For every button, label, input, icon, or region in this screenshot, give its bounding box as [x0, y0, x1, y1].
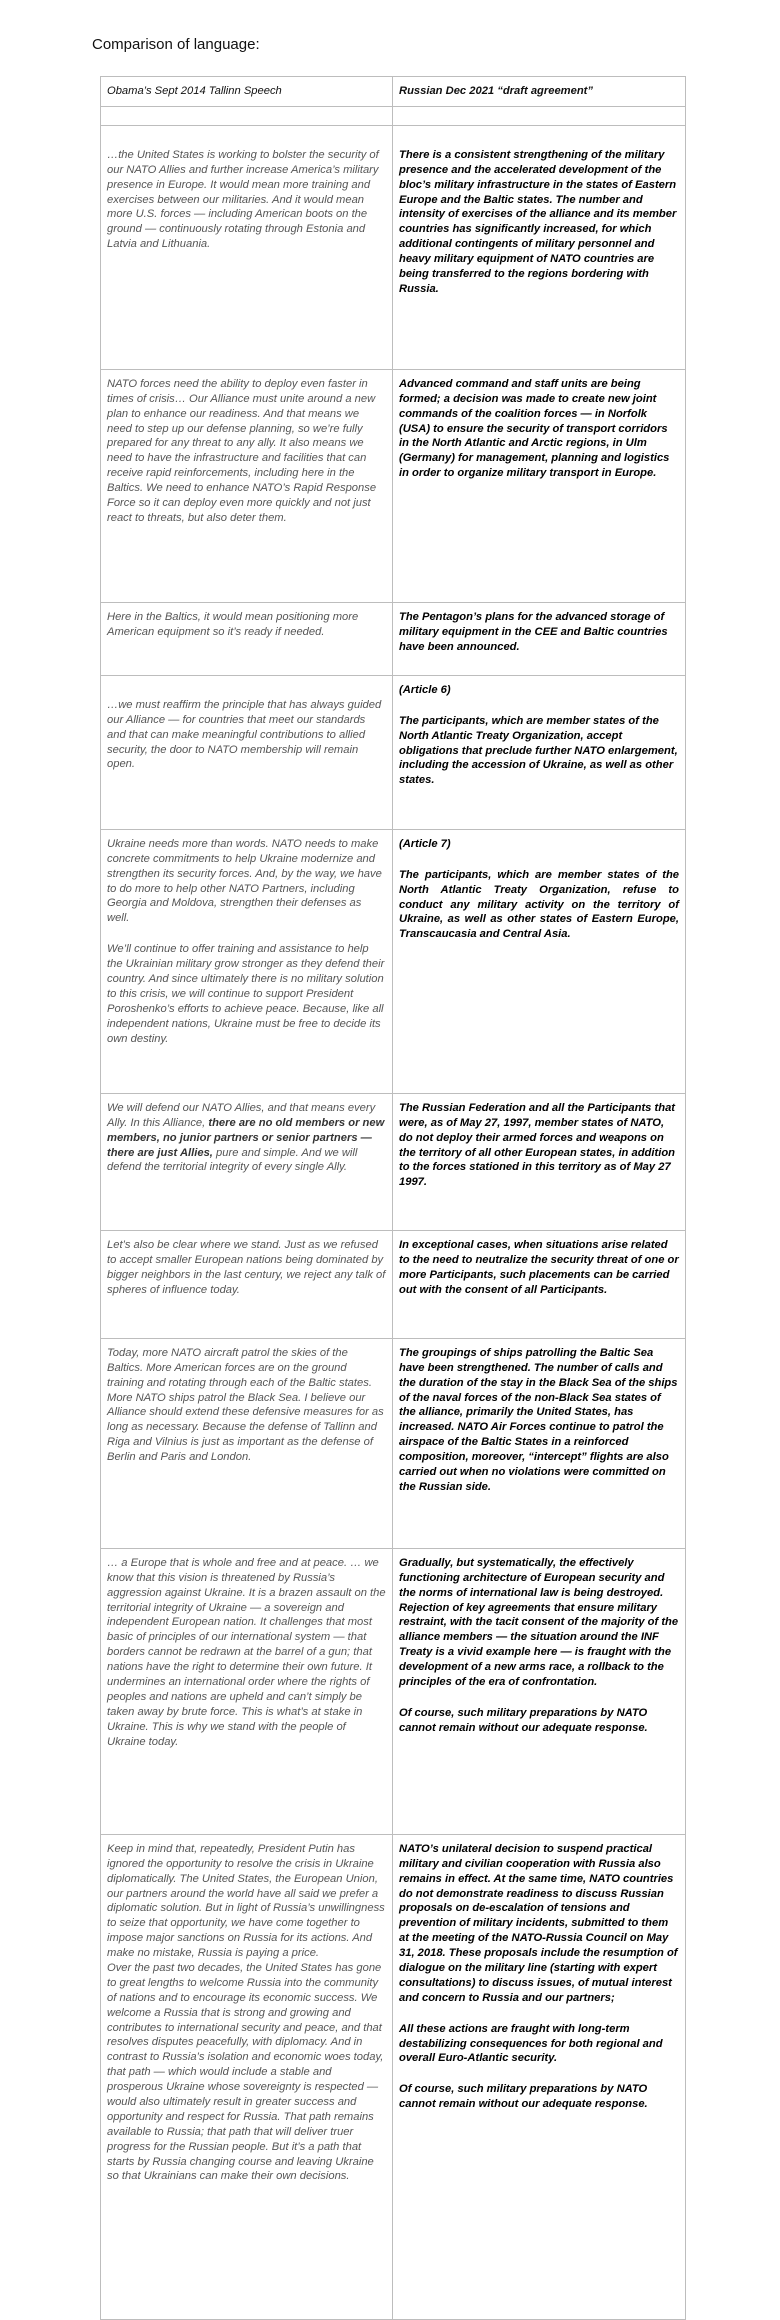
- obama-quote-cell: [101, 369, 393, 602]
- article-label: (Article 6): [399, 683, 451, 696]
- russian-draft-cell: [393, 1230, 686, 1338]
- left-column-header: Obama’s Sept 2014 Tallinn Speech: [101, 77, 393, 107]
- russian-draft-text: The groupings of ships patrolling the Baltic Sea have been strengthened. The number of calls and the duration of the stay in the Black Sea of the ships of the naval forces of the non-Black Sea states of the alliance, primarily the United States, has increased. NATO Air Forces continue to patrol the airspace of the Baltic States in a reinforced composition, moreover, “intercept” flights are also carried out when no violations were committed on the Russian side.: [399, 1346, 678, 1493]
- russian-draft-cell: [393, 675, 686, 829]
- russian-draft-text: NATO’s unilateral decision to suspend practical military and civilian cooperation with Russia also remains in effect. At the same time, NATO countries do not demonstrate readiness to discuss Russian proposals on de-escalation of tensions and prevention of military incidents, submitted to them at the meeting of the NATO-Russia Council on May 31, 2018. These proposals include the resumption of dialogue on the military line (starting with expert consultations) to discuss issues, of mutual interest and concern to Russia and our partners;: [399, 1842, 678, 2004]
- obama-quote: Let’s also be clear where we stand. Just as we refused to accept smaller European nations being dominated by bigger neighbors in the last century, we reject any talk of spheres of influence today.: [107, 1238, 386, 1296]
- russian-draft-cell: [393, 369, 686, 602]
- page-title: Comparison of language:: [92, 36, 260, 53]
- obama-quote: Here in the Baltics, it would mean positioning more American equipment so it’s ready if needed.: [107, 610, 359, 638]
- obama-quote-cell: [101, 1093, 393, 1230]
- obama-quote: Ukraine needs more than words. NATO needs to make concrete commitments to help Ukraine modernize and strengthen its security forces. And, by the way, we have to do more to help other NATO Partners, including Georgia and Moldova, strengthen their defenses as well.: [107, 837, 382, 925]
- empty-cell: [101, 106, 393, 125]
- quote-emphasis: there are no old members or new members, no junior partners or senior partners — there are just Allies,: [107, 1116, 385, 1159]
- obama-quote-cell: [101, 602, 393, 675]
- russian-draft-cell: [393, 602, 686, 675]
- obama-quote-cell: [101, 1834, 393, 2319]
- obama-quote: Today, more NATO aircraft patrol the skies of the Baltics. More American forces are on the ground training and rotating through each of the Baltic states. More NATO ships patrol the Black Sea. I believe our Alliance should extend these defensive measures for as long as necessary. Because the defense of Tallinn and Riga and Vilnius is just as important as the defense of Berlin and Paris and London.: [107, 1346, 384, 1464]
- table-row: [101, 1548, 686, 1834]
- russian-draft-text: All these actions are fraught with long-term destabilizing consequences for both regional and overall Euro-Atlantic security.: [399, 2022, 663, 2065]
- russian-draft-cell: [393, 1834, 686, 2319]
- right-column-header: Russian Dec 2021 “draft agreement”: [393, 77, 686, 107]
- russian-draft-text: Advanced command and staff units are being formed; a decision was made to create new joint commands of the coalition forces — in Norfolk (USA) to ensure the security of transport corridors in the North Atlantic and Arctic regions, in Ulm (Germany) for management, planning and logistics in order to organize military transport in Europe.: [399, 377, 670, 480]
- russian-draft-cell: [393, 829, 686, 1093]
- table-row: [101, 1230, 686, 1338]
- empty-cell: [393, 106, 686, 125]
- quote-text: pure and simple. And we will defend the territorial integrity of every single Ally.: [107, 1146, 358, 1174]
- obama-quote-cell: [101, 829, 393, 1093]
- table-row: [101, 1834, 686, 2319]
- table-row: [101, 602, 686, 675]
- russian-draft-text: The Pentagon’s plans for the advanced storage of military equipment in the CEE and Baltic countries have been announced.: [399, 610, 668, 653]
- empty-spacer-row: [101, 106, 686, 125]
- russian-draft-text: Of course, such military preparations by NATO cannot remain without our adequate response.: [399, 1706, 648, 1734]
- russian-draft-text: In exceptional cases, when situations arise related to the need to neutralize the security threat of one or more Participants, such placements can be carried out with the consent of all Participants.: [399, 1238, 679, 1296]
- table-row: [101, 125, 686, 369]
- table-row: [101, 675, 686, 829]
- obama-quote: Keep in mind that, repeatedly, President Putin has ignored the opportunity to resolve the crisis in Ukraine diplomatically. The United States, the European Union, our partners around the world have all said we prefer a diplomatic solution. But in light of Russia’s unwillingness to seize that opportunity, we have come together to impose major sanctions on Russia for its actions. And make no mistake, Russia is paying a price.: [107, 1842, 385, 1960]
- comparison-table: [100, 76, 686, 2320]
- obama-quote: NATO forces need the ability to deploy even faster in times of crisis… Our Alliance must unite around a new plan to enhance our readiness. And that means we need to step up our defense planning, so we’re fully prepared for any threat to any ally. It also means we need to have the infrastructure and facilities that can receive rapid reinforcements, including here in the Baltics. We need to enhance NATO’s Rapid Response Force so it can deploy even more quickly and not just react to threats, but also deter them.: [107, 377, 377, 524]
- obama-quote-cell: [101, 1230, 393, 1338]
- russian-draft-cell: [393, 1548, 686, 1834]
- table-header-row: [101, 77, 686, 107]
- obama-quote: …we must reaffirm the principle that has always guided our Alliance — for countries that meet our standards and that can make meaningful contributions to allied security, the door to NATO membership will remain open.: [107, 698, 382, 771]
- obama-quote: We’ll continue to offer training and assistance to help the Ukrainian military grow stronger as they defend their country. And since ultimately there is no military solution to this crisis, we will continue to support President Poroshenko’s efforts to achieve peace. Because, like all independent nations, Ukraine must be free to decide its own destiny.: [107, 943, 385, 1045]
- russian-draft-text: The participants, which are member states of the North Atlantic Treaty Organization, accept obligations that preclude further NATO enlargement, including the accession of Ukraine, as well as other states.: [399, 714, 678, 787]
- obama-quote-cell: [101, 1548, 393, 1834]
- obama-quote-cell: [101, 1338, 393, 1548]
- russian-draft-text: Gradually, but systematically, the effectively functioning architecture of European security and the norms of international law is being destroyed. Rejection of key agreements that ensure military restraint, with the tacit consent of the majority of the alliance members — the situation around the INF Treaty is a vivid example here — is fraught with the development of a new arms race, a rollback to the principles of the era of confrontation.: [399, 1556, 679, 1689]
- russian-draft-text: There is a consistent strengthening of the military presence and the accelerated development of the bloc’s military infrastructure in the states of Eastern Europe and the Baltic states. The number and intensity of exercises of the alliance and its member countries has significantly increased, for which additional contingents of military personnel and heavy military equipment of NATO countries are being transferred to the regions bordering with Russia.: [399, 148, 677, 295]
- russian-draft-text: The participants, which are member states of the North Atlantic Treaty Organization, refuse to conduct any military activity on the territory of Ukraine, as well as other states of Eastern Europe, Transcaucasia and Central Asia.: [399, 868, 679, 941]
- russian-draft-text: The Russian Federation and all the Participants that were, as of May 27, 1997, member states of NATO, do not deploy their armed forces and weapons on the territory of all other European states, in addition to the forces stationed in this territory as of May 27 1997.: [399, 1101, 676, 1189]
- table-row: [101, 829, 686, 1093]
- russian-draft-text: Of course, such military preparations by NATO cannot remain without our adequate response.: [399, 2083, 648, 2111]
- obama-quote: Over the past two decades, the United States has gone to great lengths to welcome Russia into the community of nations and to encourage its economic success. We welcome a Russia that is strong and growing and contributes to international security and peace, and that resolves disputes peacefully, with diplomacy. And in contrast to Russia’s isolation and economic woes today, that path — which would include a stable and prosperous Ukraine whose sovereignty is respected — would also ultimately result in greater success and opportunity and respect for Russia. That path remains available to Russia; that path that will deliver truer progress for the Russian people. But it’s a path that starts by Russia changing course and leaving Ukraine so that Ukrainians can make their own decisions.: [107, 1962, 384, 2183]
- russian-draft-cell: [393, 125, 686, 369]
- obama-quote-cell: [101, 125, 393, 369]
- table-row: [101, 1093, 686, 1230]
- russian-draft-cell: [393, 1338, 686, 1548]
- obama-quote-cell: [101, 675, 393, 829]
- table-row: [101, 369, 686, 602]
- quote-text: We will defend our NATO Allies, and that means every Ally. In this Alliance,: [107, 1101, 376, 1129]
- obama-quote: [107, 1101, 386, 1175]
- obama-quote: …the United States is working to bolster the security of our NATO Allies and further increase America’s military presence in Europe. It would mean more training and exercises between our militaries. And it would mean more U.S. forces — including American boots on the ground — continuously rotating through Estonia and Latvia and Lithuania.: [107, 148, 379, 251]
- table-row: [101, 1338, 686, 1548]
- obama-quote: … a Europe that is whole and free and at peace. … we know that this vision is threatened by Russia’s aggression against Ukraine. It is a brazen assault on the territorial integrity of Ukraine — a sovereign and independent European nation. It challenges that most basic of principles of our international system — that borders cannot be redrawn at the barrel of a gun; that nations have the right to determine their own future. It undermines an international order where the rights of peoples and nations are upheld and can’t simply be taken away by brute force. This is what’s at stake in Ukraine. This is why we stand with the people of Ukraine today.: [107, 1556, 386, 1748]
- russian-draft-cell: [393, 1093, 686, 1230]
- article-label: (Article 7): [399, 837, 451, 850]
